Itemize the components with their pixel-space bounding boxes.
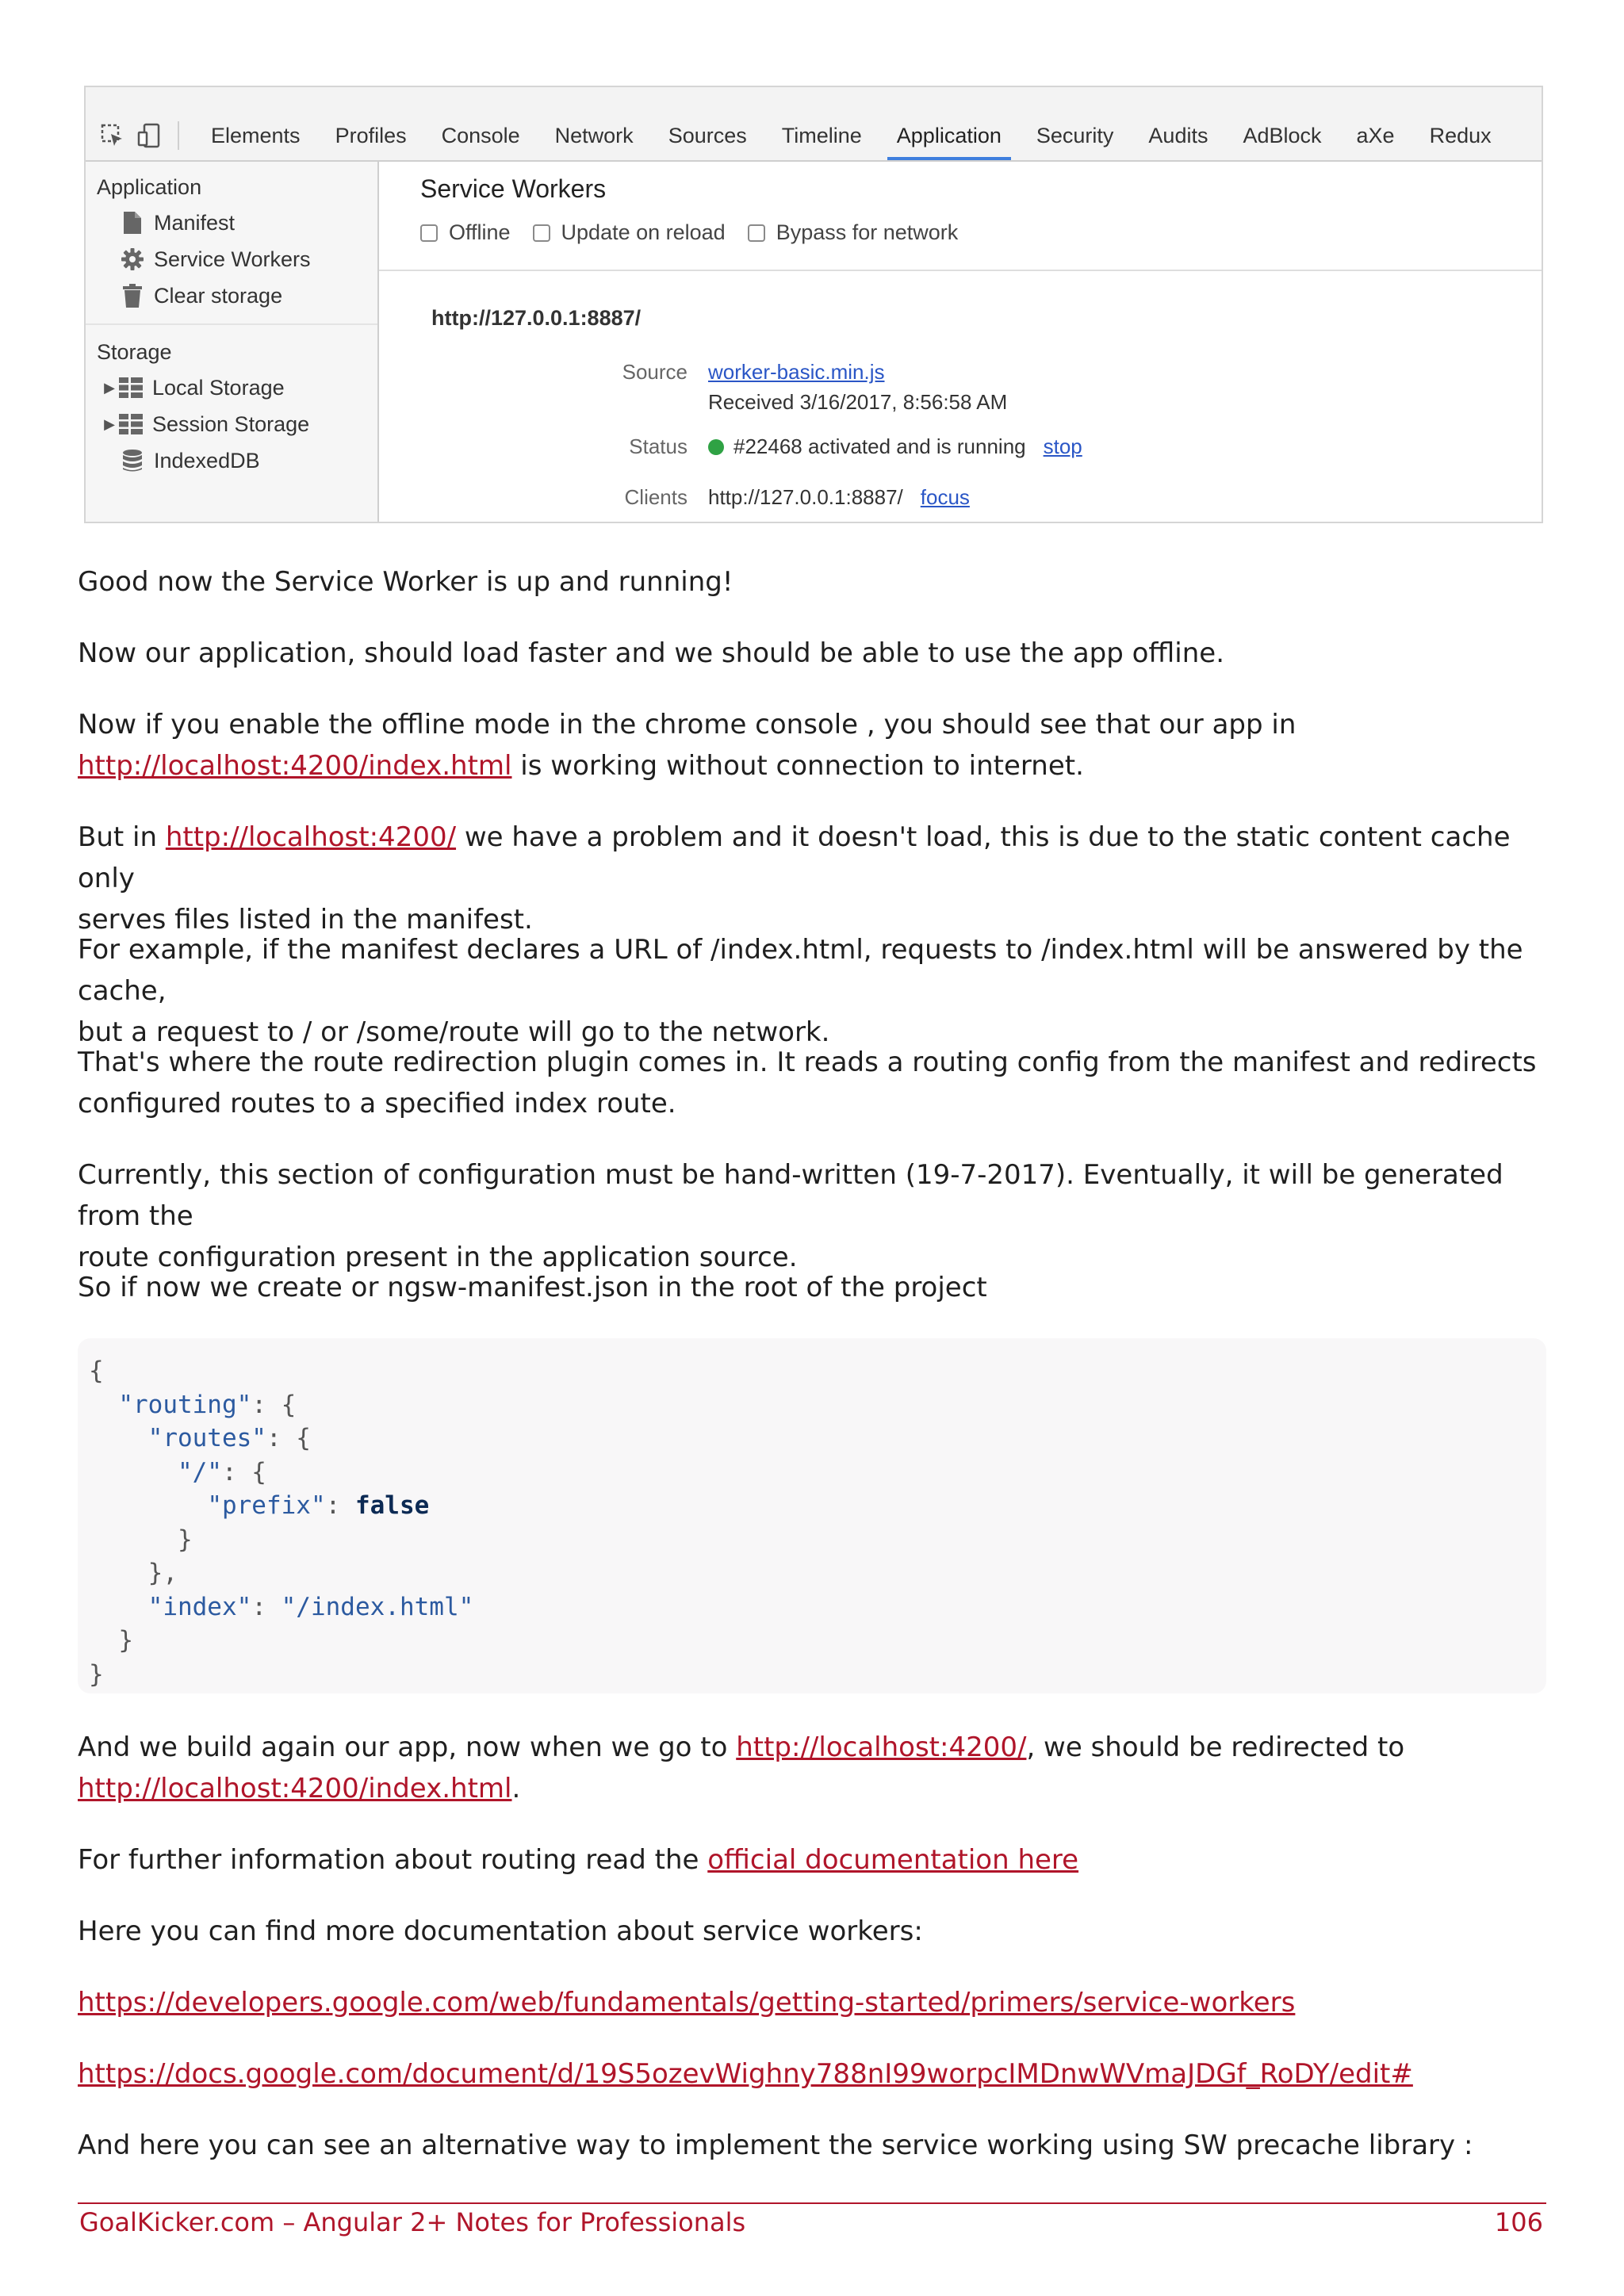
toolbar-separator <box>178 121 179 150</box>
source-link[interactable]: worker-basic.min.js <box>708 360 885 384</box>
sidebar-item-indexeddb[interactable] <box>86 442 377 479</box>
clients-row <box>379 485 970 510</box>
paragraph-link-1 <box>78 1982 1553 2023</box>
database-icon <box>119 447 146 474</box>
tab-elements[interactable]: Elements <box>211 124 301 147</box>
sidebar-item-service-workers[interactable] <box>86 241 377 277</box>
code-line: } <box>118 1626 133 1655</box>
checkbox-box[interactable] <box>533 224 550 242</box>
sidebar-item-label: Session Storage <box>152 411 310 436</box>
gear-icon <box>119 246 146 273</box>
worker-origin: http://127.0.0.1:8887/ <box>431 306 642 330</box>
grid-icon <box>117 374 144 401</box>
update-on-reload-checkbox[interactable] <box>533 220 726 245</box>
paragraph-text: is working without connection to internet. <box>511 750 1084 782</box>
tab-timeline[interactable]: Timeline <box>781 124 862 147</box>
tab-application[interactable]: Application <box>879 111 1019 160</box>
page-number: 106 <box>1494 2207 1543 2237</box>
panel-title: Service Workers <box>420 174 607 203</box>
code-line: "index": "/index.html" <box>147 1592 474 1621</box>
paragraph-9 <box>78 1727 1553 1809</box>
paragraph-1: Good now the Service Worker is up and running! <box>78 566 733 598</box>
checkbox-box[interactable] <box>748 224 765 242</box>
tab-security[interactable]: Security <box>1036 124 1114 147</box>
grid-icon <box>117 411 144 438</box>
sidebar-item-label: IndexedDB <box>154 448 260 473</box>
service-workers-panel <box>379 162 1542 522</box>
paragraph-text: But in <box>78 821 166 853</box>
tab-audits[interactable]: Audits <box>1148 124 1208 147</box>
paragraph-11: Here you can find more documentation about service workers: <box>78 1915 923 1947</box>
localhost-root-link[interactable]: http://localhost:4200/ <box>736 1732 1027 1763</box>
status-label: Status <box>629 434 688 458</box>
stop-link[interactable]: stop <box>1043 434 1082 458</box>
official-documentation-link[interactable]: official documentation here <box>707 1844 1079 1876</box>
sidebar-section-application: Application <box>97 175 202 199</box>
status-row <box>379 434 1082 459</box>
paragraph-link-2 <box>78 2053 1553 2095</box>
focus-link[interactable]: focus <box>920 485 970 509</box>
trash-icon <box>119 282 146 309</box>
clients-label: Clients <box>624 485 688 509</box>
status-text: #22468 activated and is running <box>733 434 1026 458</box>
sidebar-item-local-storage[interactable] <box>86 369 377 406</box>
devtools-toolbar <box>86 111 1542 162</box>
sidebar-item-manifest[interactable] <box>86 205 377 241</box>
paragraph-text: serves files listed in the manifest. <box>78 904 533 936</box>
expand-arrow-icon[interactable]: ▶ <box>104 415 115 432</box>
tab-console[interactable]: Console <box>441 124 520 147</box>
footer-rule <box>78 2202 1546 2204</box>
sidebar-item-label: Service Workers <box>154 247 311 271</box>
code-line: { <box>89 1357 104 1385</box>
received-timestamp: Received 3/16/2017, 8:56:58 AM <box>708 390 1008 414</box>
tab-profiles[interactable]: Profiles <box>335 124 407 147</box>
paragraph-text: For further information about routing read the <box>78 1844 708 1876</box>
source-row <box>379 360 885 385</box>
code-line: "/": { <box>177 1457 266 1487</box>
code-line: "routing": { <box>118 1390 297 1419</box>
paragraph-10 <box>78 1839 1553 1881</box>
tab-redux[interactable]: Redux <box>1429 124 1492 147</box>
sidebar-item-label: Manifest <box>154 210 236 235</box>
paragraph-text: Now if you enable the offline mode in the chrome console , you should see that our app in <box>78 709 1297 740</box>
expand-arrow-icon[interactable]: ▶ <box>104 379 115 396</box>
localhost-index-link[interactable]: http://localhost:4200/index.html <box>78 750 512 782</box>
sidebar-divider <box>86 323 377 325</box>
device-toolbar-icon[interactable] <box>135 121 163 150</box>
paragraph-text: Currently, this section of configuration must be hand-written (19-7-2017). Eventually, it will be generated from the <box>78 1159 1503 1232</box>
code-line: "routes": { <box>147 1424 311 1452</box>
paragraph-text: For example, if the manifest declares a URL of /index.html, requests to /index.html will be answered by the cache, <box>78 934 1523 1007</box>
devtools-sidebar <box>86 162 379 522</box>
paragraph-text: . <box>511 1773 521 1804</box>
status-running-icon <box>708 439 724 455</box>
footer-title: GoalKicker.com – Angular 2+ Notes for Professionals <box>79 2207 746 2237</box>
paragraph-text: configured routes to a specified index route. <box>78 1088 676 1119</box>
tab-adblock[interactable]: AdBlock <box>1243 124 1322 147</box>
code-line: "prefix": false <box>207 1491 430 1520</box>
sidebar-item-clear-storage[interactable] <box>86 277 377 314</box>
offline-checkbox[interactable] <box>420 220 511 245</box>
paragraph-4 <box>78 817 1553 940</box>
paragraph-6 <box>78 1042 1553 1124</box>
sidebar-item-label: Local Storage <box>152 375 285 400</box>
sidebar-item-label: Clear storage <box>154 283 283 308</box>
paragraph-text: , we should be redirected to <box>1026 1732 1405 1763</box>
paragraph-2: Now our application, should load faster and we should be able to use the app offline. <box>78 637 1225 669</box>
tab-sources[interactable]: Sources <box>668 124 747 147</box>
code-line: } <box>177 1525 193 1554</box>
localhost-index-link[interactable]: http://localhost:4200/index.html <box>78 1773 512 1804</box>
checkbox-label: Offline <box>449 220 511 244</box>
google-docs-link[interactable]: https://docs.google.com/document/d/19S5ozevWighny788nI99worpcIMDnwWVmaJDGf_RoDY/edit# <box>78 2058 1413 2090</box>
tab-network[interactable]: Network <box>554 124 634 147</box>
localhost-root-link[interactable]: http://localhost:4200/ <box>165 821 457 853</box>
paragraph-text: route configuration present in the application source. <box>78 1242 798 1273</box>
service-workers-primer-link[interactable]: https://developers.google.com/web/fundamentals/getting-started/primers/service-workers <box>78 1987 1296 2019</box>
paragraph-3 <box>78 704 1553 786</box>
paragraph-8: So if now we create or ngsw-manifest.json in the root of the project <box>78 1272 987 1303</box>
paragraph-text: but a request to / or /some/route will go to the network. <box>78 1016 830 1048</box>
clients-value: http://127.0.0.1:8887/ <box>708 485 903 509</box>
checkbox-label: Bypass for network <box>776 220 959 244</box>
paragraph-text: we have a problem and it doesn't load, this is due to the static content cache only <box>78 821 1511 894</box>
inspect-element-icon[interactable] <box>98 121 127 150</box>
file-icon <box>119 209 146 236</box>
checkbox-label: Update on reload <box>561 220 726 244</box>
paragraph-12: And here you can see an alternative way to implement the service working using SW precache library : <box>78 2130 1473 2161</box>
paragraph-5 <box>78 929 1553 1053</box>
code-line: } <box>89 1659 104 1689</box>
sidebar-item-session-storage[interactable] <box>86 406 377 442</box>
paragraph-text: That's where the route redirection plugin comes in. It reads a routing config from the manifest and redirects <box>78 1047 1537 1078</box>
devtools-top-strip <box>86 87 1542 112</box>
code-block <box>78 1338 1546 1693</box>
tab-axe[interactable]: aXe <box>1356 124 1395 147</box>
received-row <box>379 390 1007 415</box>
checkbox-box[interactable] <box>420 224 438 242</box>
panel-options <box>420 220 980 245</box>
devtools-screenshot <box>84 86 1543 523</box>
source-label: Source <box>622 360 688 384</box>
code-line: }, <box>147 1559 178 1587</box>
panel-divider <box>379 270 1542 271</box>
bypass-for-network-checkbox[interactable] <box>748 220 959 245</box>
sidebar-section-storage: Storage <box>97 340 172 364</box>
paragraph-text: And we build again our app, now when we go to <box>78 1732 737 1763</box>
paragraph-7 <box>78 1154 1553 1278</box>
